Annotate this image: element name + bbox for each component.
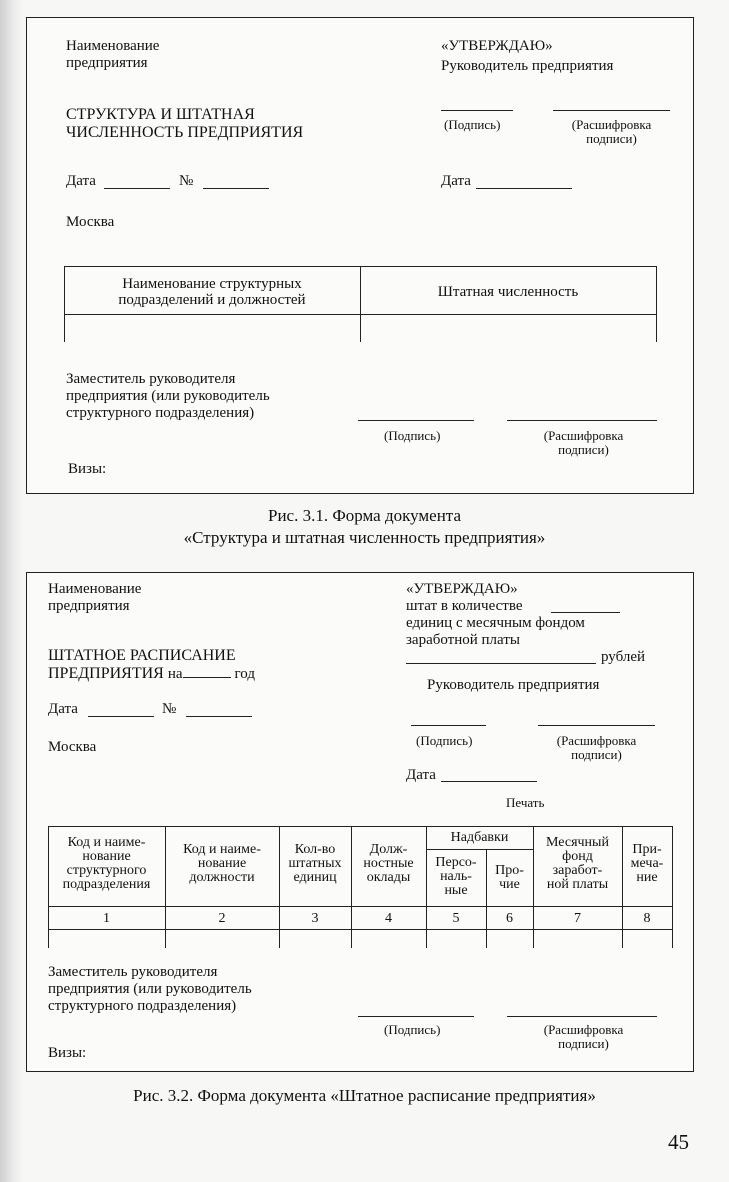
form-structure-frame bbox=[26, 17, 694, 494]
staffing-table bbox=[48, 826, 673, 948]
document-title: СТРУКТУРА И ШТАТНАЯ ЧИСЛЕННОСТЬ ПРЕДПРИЯТИЯ bbox=[66, 106, 304, 141]
approve-subtitle: Руководитель предприятия bbox=[441, 58, 614, 74]
city-label: Москва bbox=[66, 214, 115, 230]
visas-label: Визы: bbox=[68, 461, 107, 477]
org-name-label-2: Наименование предприятия bbox=[48, 581, 142, 614]
approve-fund-line2: заработной платы bbox=[406, 632, 520, 648]
date-right-label-2: Дата bbox=[406, 767, 436, 783]
date-label-2: Дата bbox=[48, 701, 78, 717]
city-label-2: Москва bbox=[48, 739, 97, 755]
number-label: № bbox=[179, 173, 194, 189]
approve-title-2: «УТВЕРЖДАЮ» bbox=[406, 581, 518, 597]
rubles-amount-line bbox=[406, 663, 596, 664]
col-number: 7 bbox=[574, 911, 581, 926]
bottom-signature-line bbox=[358, 420, 474, 421]
approve-title: «УТВЕРЖДАЮ» bbox=[441, 38, 553, 54]
date-line bbox=[104, 188, 170, 189]
decode-line bbox=[553, 110, 670, 111]
staff-count-line bbox=[551, 612, 620, 613]
bottom-signature-caption: (Подпись) bbox=[384, 428, 441, 443]
decode-caption-2: (Расшифровка подписи) bbox=[556, 733, 637, 762]
col-number: 6 bbox=[506, 911, 513, 926]
header-notes: При- меча- ние bbox=[630, 842, 664, 885]
bottom-signature-line-2 bbox=[358, 1016, 474, 1017]
bottom-decode-caption-2: (Расшифровка подписи) bbox=[543, 1022, 624, 1051]
number-line-2 bbox=[186, 716, 252, 717]
document-title-2: ШТАТНОЕ РАСПИСАНИЕ ПРЕДПРИЯТИЯ на год bbox=[48, 647, 255, 682]
signature-caption: (Подпись) bbox=[444, 117, 501, 132]
figure-caption-2: Рис. 3.2. Форма документа «Штатное расписание предприятия» bbox=[133, 1086, 596, 1105]
col-number: 3 bbox=[311, 911, 319, 926]
org-name-label: Наименование предприятия bbox=[66, 38, 160, 71]
stamp-label: Печать bbox=[506, 795, 545, 810]
visas-label-2: Визы: bbox=[48, 1045, 87, 1061]
deputy-label-2: Заместитель руководителя предприятия (или руководитель структурного подразделения) bbox=[48, 964, 252, 1014]
book-binding-shadow bbox=[0, 0, 24, 1182]
rubles-label: рублей bbox=[601, 649, 646, 665]
approve-fund-line1: единиц с месячным фондом bbox=[406, 615, 585, 631]
header-headcount: Штатная численность bbox=[437, 284, 579, 300]
header-subdivisions: Наименование структурных подразделений и должностей bbox=[118, 276, 306, 308]
header-personal: Персо- наль- ные bbox=[435, 855, 477, 898]
header-allowances: Надбавки bbox=[450, 830, 509, 845]
bottom-decode-line bbox=[507, 420, 657, 421]
header-monthly-fund: Месячный фонд заработ- ной платы bbox=[546, 835, 609, 892]
decode-caption: (Расшифровка подписи) bbox=[571, 117, 652, 146]
header-salaries: Долж- ностные оклады bbox=[363, 842, 414, 885]
col-number: 5 bbox=[452, 911, 460, 926]
header-other: Про- чие bbox=[495, 863, 524, 892]
signature-line bbox=[441, 110, 513, 111]
decode-line-2 bbox=[538, 725, 655, 726]
number-line bbox=[203, 188, 269, 189]
bottom-decode-line-2 bbox=[507, 1016, 657, 1017]
head-label: Руководитель предприятия bbox=[427, 677, 600, 693]
bottom-decode-caption: (Расшифровка подписи) bbox=[543, 428, 624, 457]
date-right-label: Дата bbox=[441, 173, 471, 189]
signature-line-2 bbox=[411, 725, 486, 726]
date-right-line bbox=[476, 188, 572, 189]
page-number: 45 bbox=[668, 1130, 689, 1154]
deputy-label: Заместитель руководителя предприятия (или руководитель структурного подразделения) bbox=[66, 371, 270, 421]
header-position-code: Код и наиме- нование должности bbox=[183, 842, 261, 885]
structure-table bbox=[64, 266, 657, 342]
date-label: Дата bbox=[66, 173, 96, 189]
header-staff-units: Кол-во штатных единиц bbox=[288, 842, 342, 885]
col-number: 2 bbox=[218, 911, 226, 926]
approve-staff-count: штат в количестве bbox=[406, 598, 523, 614]
date-right-line-2 bbox=[441, 781, 537, 782]
number-label-2: № bbox=[162, 701, 177, 717]
header-subdivision-code: Код и наиме- нование структурного подразделения bbox=[62, 835, 151, 892]
col-number: 1 bbox=[103, 911, 110, 926]
date-line-2 bbox=[88, 716, 154, 717]
signature-caption-2: (Подпись) bbox=[416, 733, 473, 748]
col-number: 8 bbox=[643, 911, 651, 926]
bottom-signature-caption-2: (Подпись) bbox=[384, 1022, 441, 1037]
figure-caption-1: Рис. 3.1. Форма документа «Структура и штатная численность предприятия» bbox=[183, 506, 546, 547]
col-number: 4 bbox=[385, 911, 392, 926]
